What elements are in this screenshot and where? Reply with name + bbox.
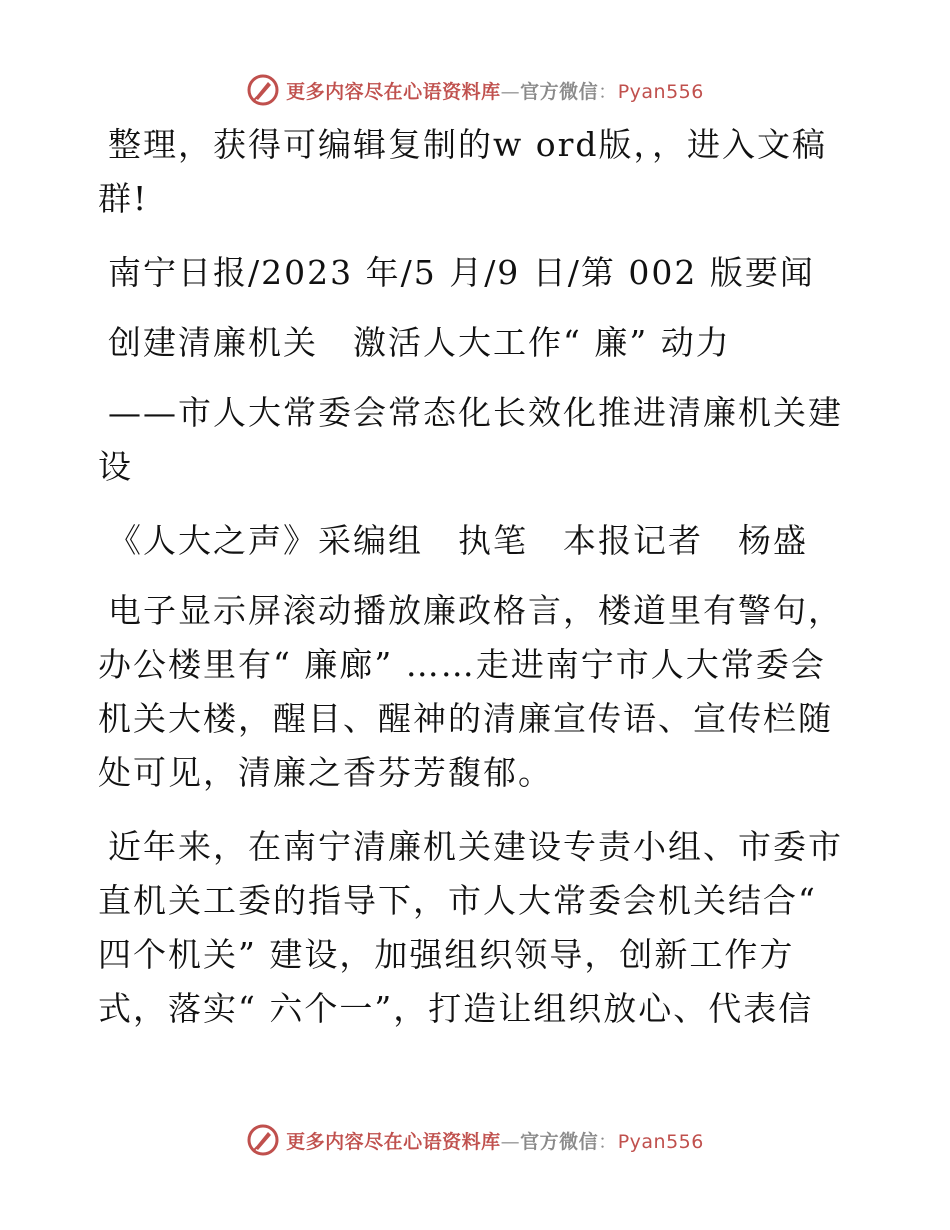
watermark-dash: — xyxy=(500,1130,521,1153)
watermark-wechat-id: Pyan556 xyxy=(617,80,704,103)
intro-text: 整理，获得可编辑复制的w ord版，，进入文稿群! xyxy=(98,125,828,218)
watermark-site: 更多内容尽在心语资料库 xyxy=(286,1130,501,1153)
source-line: 南宁日报/2023 年/5 月/9 日/第 002 版要闻 xyxy=(108,253,815,292)
watermark-colon: ： xyxy=(598,1130,618,1153)
watermark-dash: — xyxy=(500,80,521,103)
quill-pen-logo-icon xyxy=(246,1123,280,1157)
quill-pen-logo-icon xyxy=(246,73,280,107)
header-watermark xyxy=(0,70,950,110)
document-body xyxy=(98,118,858,1056)
watermark-text xyxy=(286,77,704,104)
watermark-wechat-id: Pyan556 xyxy=(617,1130,704,1153)
watermark-colon: ： xyxy=(598,80,618,103)
body-paragraph: 近年来，在南宁清廉机关建设专责小组、市委市直机关工委的指导下，市人大常委会机关结合“ 四个机关” 建设，加强组织领导，创新工作方式，落实“ 六个一”，打造让组织放心、代表信 xyxy=(98,827,843,1028)
footer-watermark xyxy=(0,1120,950,1160)
body-paragraph: 电子显示屏滚动播放廉政格言，楼道里有警句，办公楼里有“ 廉廊” ……走进南宁市人大常委会机关大楼，醒目、醒神的清廉宣传语、宣传栏随处可见，清廉之香芬芳馥郁。 xyxy=(98,591,843,792)
watermark-label: 官方微信 xyxy=(520,80,599,103)
headline: 创建清廉机关 激活人大工作“ 廉” 动力 xyxy=(108,323,731,362)
watermark-text xyxy=(286,1127,704,1154)
subheadline: ——市人大常委会常态化长效化推进清廉机关建设 xyxy=(98,393,843,486)
watermark-site: 更多内容尽在心语资料库 xyxy=(286,80,501,103)
watermark-label: 官方微信 xyxy=(520,1130,599,1153)
byline: 《人大之声》采编组 执笔 本报记者 杨盛 xyxy=(108,521,808,560)
